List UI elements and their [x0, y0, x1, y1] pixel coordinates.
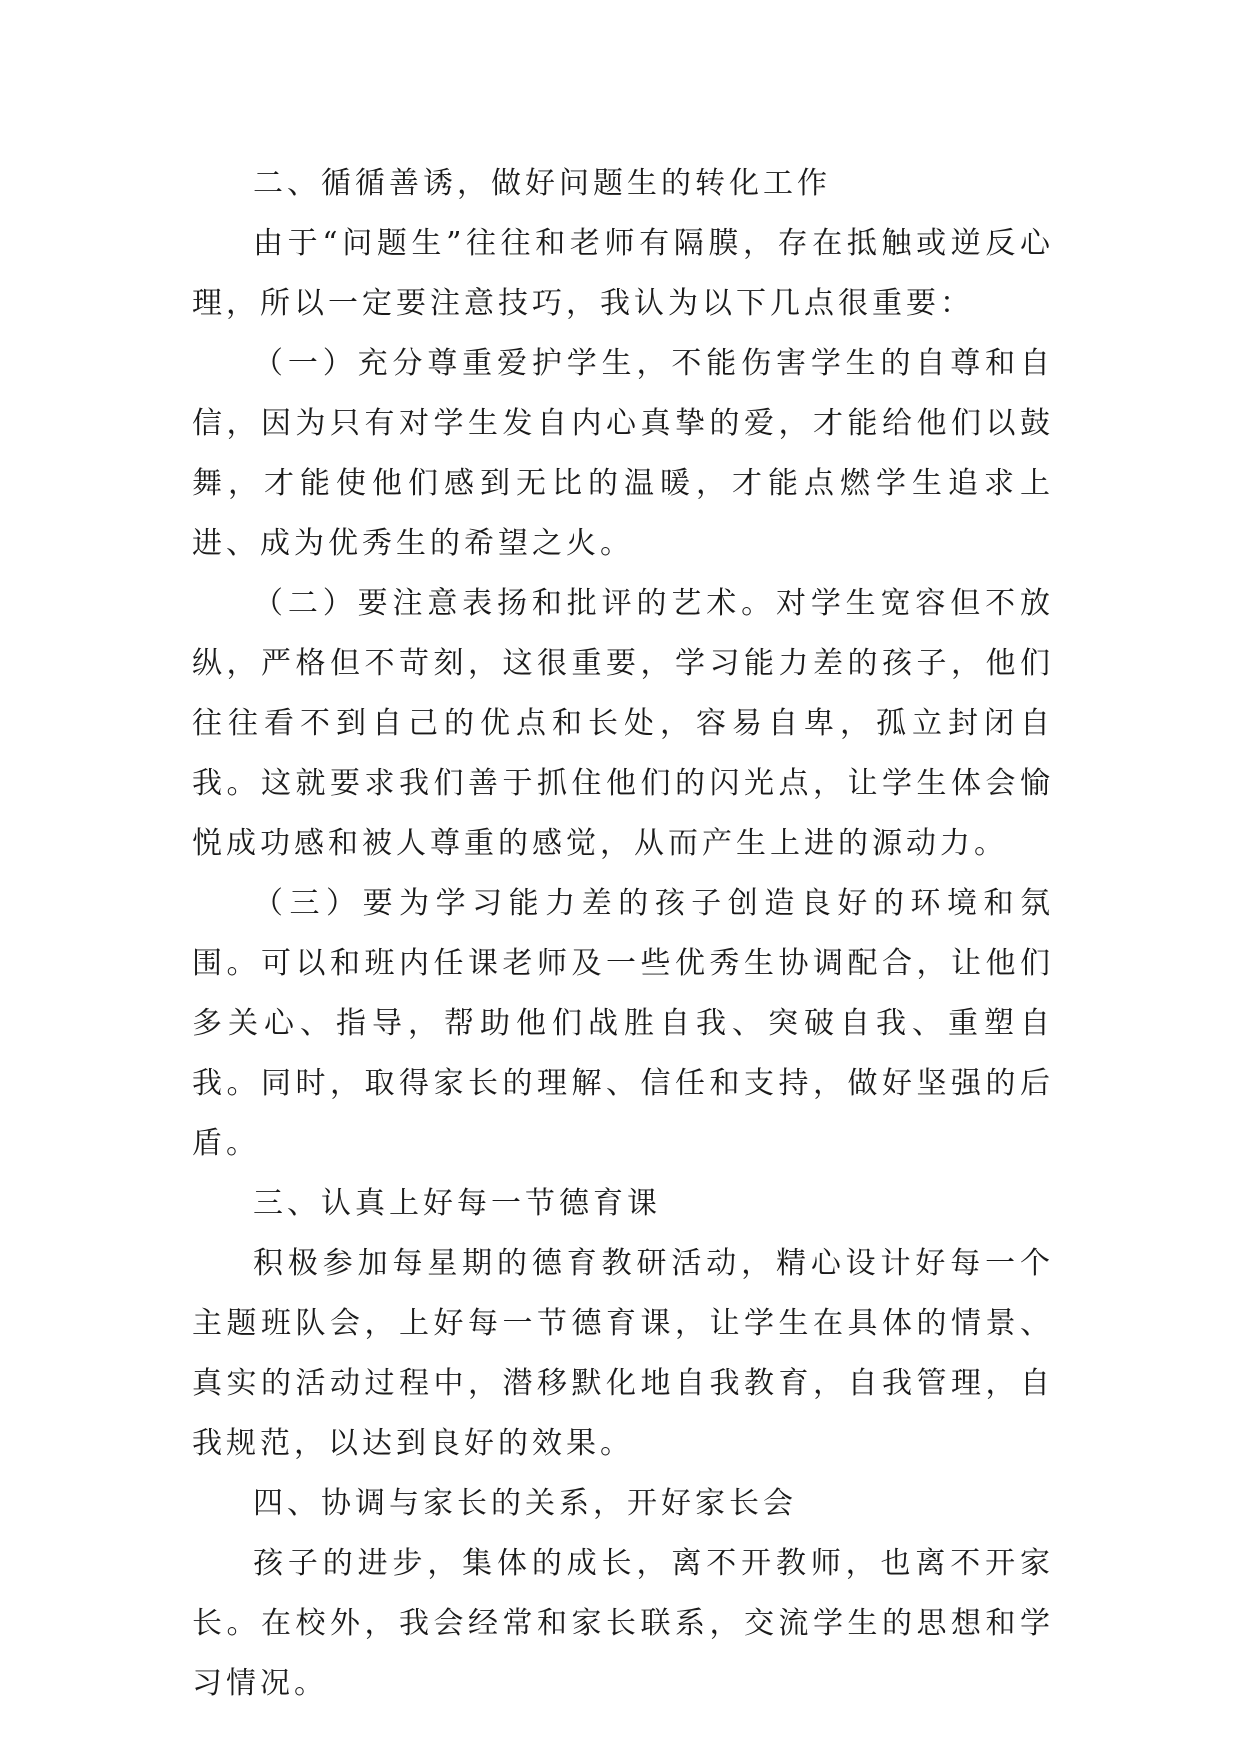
paragraph: （二）要注意表扬和批评的艺术。对学生宽容但不放纵，严格但不苛刻，这很重要，学习能力差的孩子，他们往往看不到自己的优点和长处，容易自卑，孤立封闭自我。这就要求我们善于抓住他们的闪光点，让学生体会愉悦成功感和被人尊重的感觉，从而产生上进的源动力。: [192, 586, 1054, 861]
paragraph: 积极参加每星期的德育教研活动，精心设计好每一个主题班队会，上好每一节德育课，让学生在具体的情景、真实的活动过程中，潜移默化地自我教育，自我管理，自我规范，以达到良好的效果。: [192, 1246, 1054, 1461]
paragraph: （一）充分尊重爱护学生，不能伤害学生的自尊和自信，因为只有对学生发自内心真挚的爱，才能给他们以鼓舞，才能使他们感到无比的温暖，才能点燃学生追求上进、成为优秀生的希望之火。: [192, 346, 1054, 561]
document-body: [192, 154, 1054, 1714]
section-heading-four: 四、协调与家长的关系，开好家长会: [253, 1486, 797, 1521]
section-heading-three: 三、认真上好每一节德育课: [253, 1186, 661, 1221]
paragraph: （三）要为学习能力差的孩子创造良好的环境和氛围。可以和班内任课老师及一些优秀生协调配合，让他们多关心、指导，帮助他们战胜自我、突破自我、重塑自我。同时，取得家长的理解、信任和支持，做好坚强的后盾。: [192, 886, 1054, 1161]
paragraph: 由于“问题生”往往和老师有隔膜，存在抵触或逆反心理，所以一定要注意技巧，我认为以下几点很重要：: [192, 226, 1054, 321]
section-heading-two: 二、循循善诱，做好问题生的转化工作: [253, 166, 831, 201]
paragraph: 孩子的进步，集体的成长，离不开教师，也离不开家长。在校外，我会经常和家长联系，交流学生的思想和学习情况。: [192, 1546, 1054, 1701]
